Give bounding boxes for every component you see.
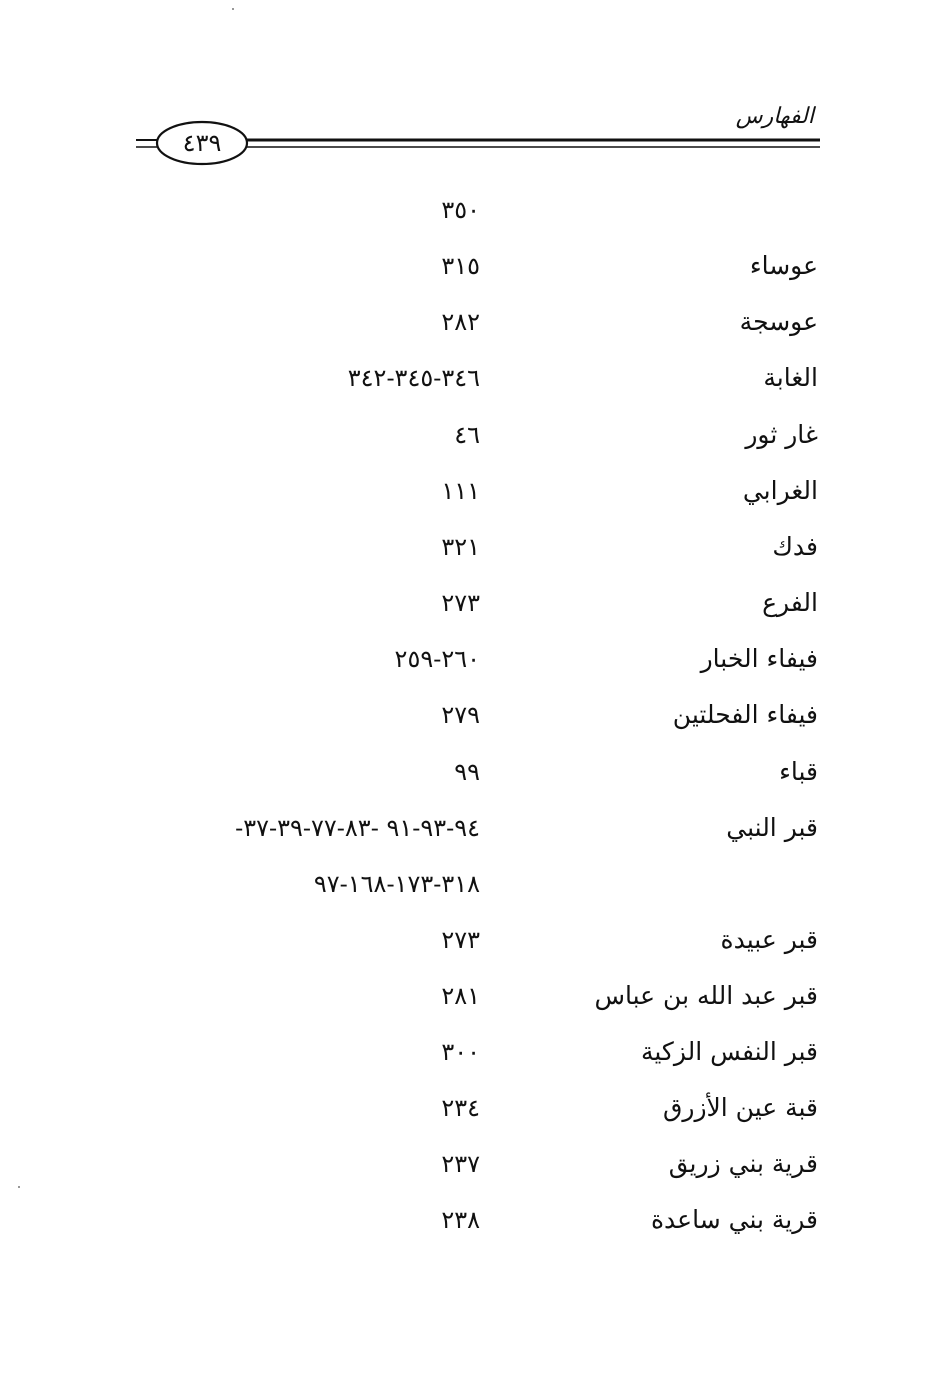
entry-name: قبر عبيدة [720,925,818,954]
section-title: الفهارس [735,104,814,129]
entry-name: غار ثور [745,420,818,449]
entry-pages: ٢٨٢ [441,308,480,336]
entry-pages: ٢٦٠-٢٥٩ [394,645,480,673]
scan-speck [232,8,234,10]
entry-name: عوسجة [739,307,818,336]
entry-pages: ٩٩ [454,758,480,786]
entry-name: عوساء [749,251,818,280]
entry-pages: ١١١ [441,477,480,505]
entry-pages: ٢٨١ [441,982,480,1010]
entry-pages: ٢٧٣ [441,589,480,617]
entry-pages: ٢٣٧ [441,1150,480,1178]
entry-pages: ٢٣٨ [441,1206,480,1234]
entry-pages: ٩٤-٩٣-٩١ -٨٣-٧٧-٣٩-٣٧- [235,814,480,842]
entry-pages: ٣١٨-١٧٣-١٦٨-٩٧ [313,870,480,898]
entry-pages: ٣٢١ [441,533,480,561]
entry-name: قرية بني زريق [668,1149,818,1178]
entry-name: قرية بني ساعدة [650,1205,818,1234]
scan-speck [18,1186,20,1188]
entry-name: الفرع [762,588,818,617]
entry-pages: ٢٣٤ [441,1094,480,1122]
entry-pages: ٤٦ [454,421,480,449]
entry-name: الغرابي [742,476,818,505]
entry-name: فدك [772,532,818,561]
entry-name: فيفاء الخبار [700,644,818,673]
entry-name: قباء [779,757,818,786]
entry-name: قبر عبد الله بن عباس [594,981,818,1010]
entry-pages: ٣٥٠ [441,196,480,224]
entry-name: الغابة [763,363,818,392]
entry-pages: ٣٤٦-٣٤٥-٣٤٢ [347,364,480,392]
entry-pages: ٣٠٠ [441,1038,480,1066]
entry-pages: ٢٧٣ [441,926,480,954]
entry-name: قبر النفس الزكية [640,1037,818,1066]
entry-name: قبر النبي [726,813,818,842]
entry-name: فيفاء الفحلتين [672,700,818,729]
entry-pages: ٢٧٩ [441,701,480,729]
entry-name: قبة عين الأزرق [662,1093,818,1122]
page-number: ٤٣٩ [182,129,222,157]
entry-pages: ٣١٥ [441,252,480,280]
